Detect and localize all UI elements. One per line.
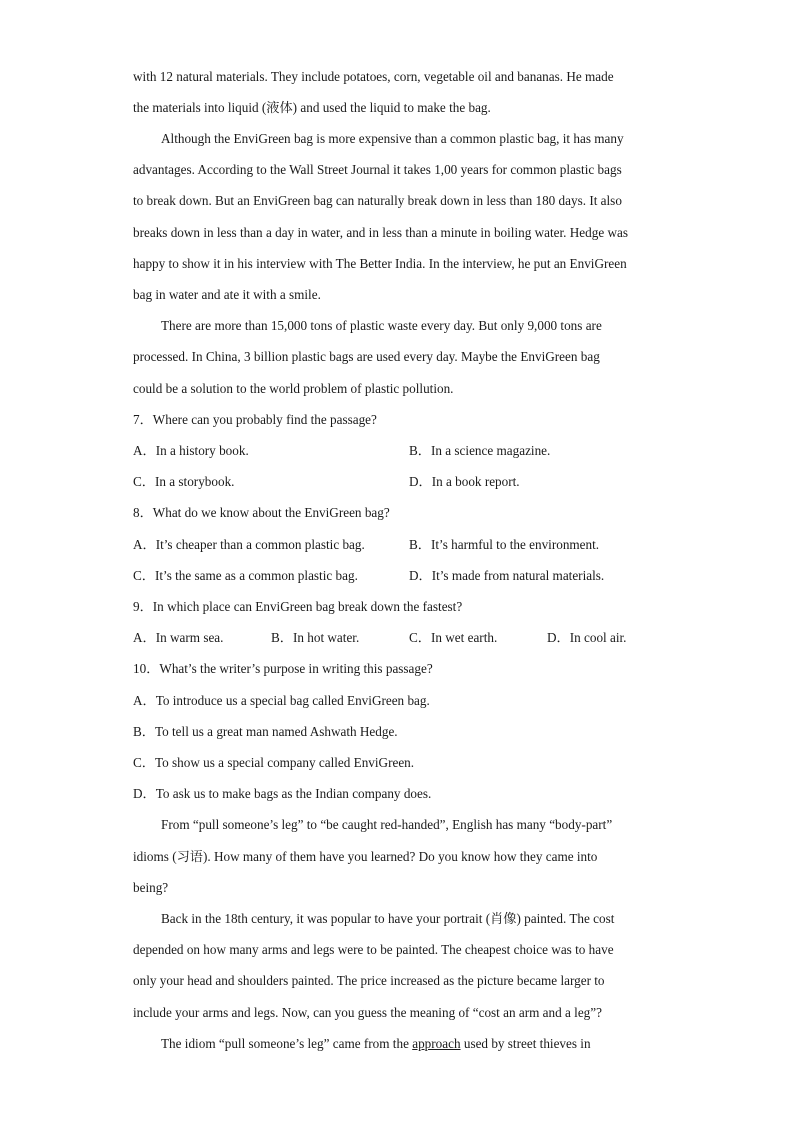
- passage2-p3-line1: [161, 1036, 591, 1052]
- passage1-p3-line2: processed. In China, 3 billion plastic bags are used every day. Maybe the EnviGreen bag: [133, 349, 600, 364]
- question-9-option-d: D．In cool air.: [547, 630, 627, 645]
- passage2-p1-line2: idioms (习语). How many of them have you learned? Do you know how they came into: [133, 849, 598, 864]
- passage2-p3-text-before: The idiom “pull someone’s leg” came from the: [161, 1036, 413, 1051]
- passage2-p3-text-after: used by street thieves in: [460, 1036, 591, 1051]
- passage1-p2-line5: happy to show it in his interview with The Better India. In the interview, he put an EnviGreen: [133, 256, 627, 271]
- passage1-p2-line3: to break down. But an EnviGreen bag can naturally break down in less than 180 days. It also: [133, 193, 622, 208]
- passage2-p2-line3: only your head and shoulders painted. The price increased as the picture became larger to: [133, 973, 605, 988]
- passage1-p3-line3: could be a solution to the world problem of plastic pollution.: [133, 381, 454, 396]
- question-7-stem: 7．Where can you probably find the passage?: [133, 412, 377, 427]
- question-7-option-a: A．In a history book.: [133, 443, 249, 458]
- passage2-p1-line3: being?: [133, 880, 169, 895]
- passage1-p2-line2: advantages. According to the Wall Street Journal it takes 1,00 years for common plastic bags: [133, 162, 622, 177]
- passage1-p1-line1: with 12 natural materials. They include potatoes, corn, vegetable oil and bananas. He made: [133, 69, 614, 84]
- question-9-option-b: B．In hot water.: [271, 630, 360, 645]
- question-10-option-d: D．To ask us to make bags as the Indian company does.: [133, 786, 432, 801]
- question-7-option-b: B．In a science magazine.: [409, 443, 551, 458]
- question-8-option-a: A．It’s cheaper than a common plastic bag.: [133, 537, 365, 552]
- question-10-option-a: A．To introduce us a special bag called EnviGreen bag.: [133, 693, 430, 708]
- question-7-option-d: D．In a book report.: [409, 474, 520, 489]
- question-10-option-c: C．To show us a special company called EnviGreen.: [133, 755, 415, 770]
- passage1-p2-line4: breaks down in less than a day in water, and in less than a minute in boiling water. Hedge was: [133, 225, 628, 240]
- question-9-stem: 9．In which place can EnviGreen bag break down the fastest?: [133, 599, 463, 614]
- passage1-p2-line6: bag in water and ate it with a smile.: [133, 287, 321, 302]
- question-8-option-d: D．It’s made from natural materials.: [409, 568, 605, 583]
- passage1-p3-line1: There are more than 15,000 tons of plastic waste every day. But only 9,000 tons are: [161, 318, 602, 333]
- passage2-p2-line2: depended on how many arms and legs were to be painted. The cheapest choice was to have: [133, 942, 614, 957]
- question-7-option-c: C．In a storybook.: [133, 474, 235, 489]
- passage2-p1-line1: From “pull someone’s leg” to “be caught red-handed”, English has many “body-part”: [161, 817, 613, 832]
- passage1-p2-line1: Although the EnviGreen bag is more expensive than a common plastic bag, it has many: [161, 131, 624, 146]
- question-9-option-a: A．In warm sea.: [133, 630, 224, 645]
- passage2-p2-line4: include your arms and legs. Now, can you guess the meaning of “cost an arm and a leg”?: [133, 1005, 602, 1020]
- question-10-option-b: B．To tell us a great man named Ashwath Hedge.: [133, 724, 398, 739]
- question-10-stem: 10．What’s the writer’s purpose in writing this passage?: [133, 661, 433, 676]
- question-9-option-c: C．In wet earth.: [409, 630, 498, 645]
- question-8-option-c: C．It’s the same as a common plastic bag.: [133, 568, 358, 583]
- passage1-p1-line2: the materials into liquid (液体) and used the liquid to make the bag.: [133, 100, 491, 115]
- question-8-option-b: B．It’s harmful to the environment.: [409, 537, 600, 552]
- passage2-p2-line1: Back in the 18th century, it was popular to have your portrait (肖像) painted. The cost: [161, 911, 615, 926]
- underlined-word-approach: approach: [412, 1036, 461, 1051]
- question-8-stem: 8．What do we know about the EnviGreen bag?: [133, 505, 390, 520]
